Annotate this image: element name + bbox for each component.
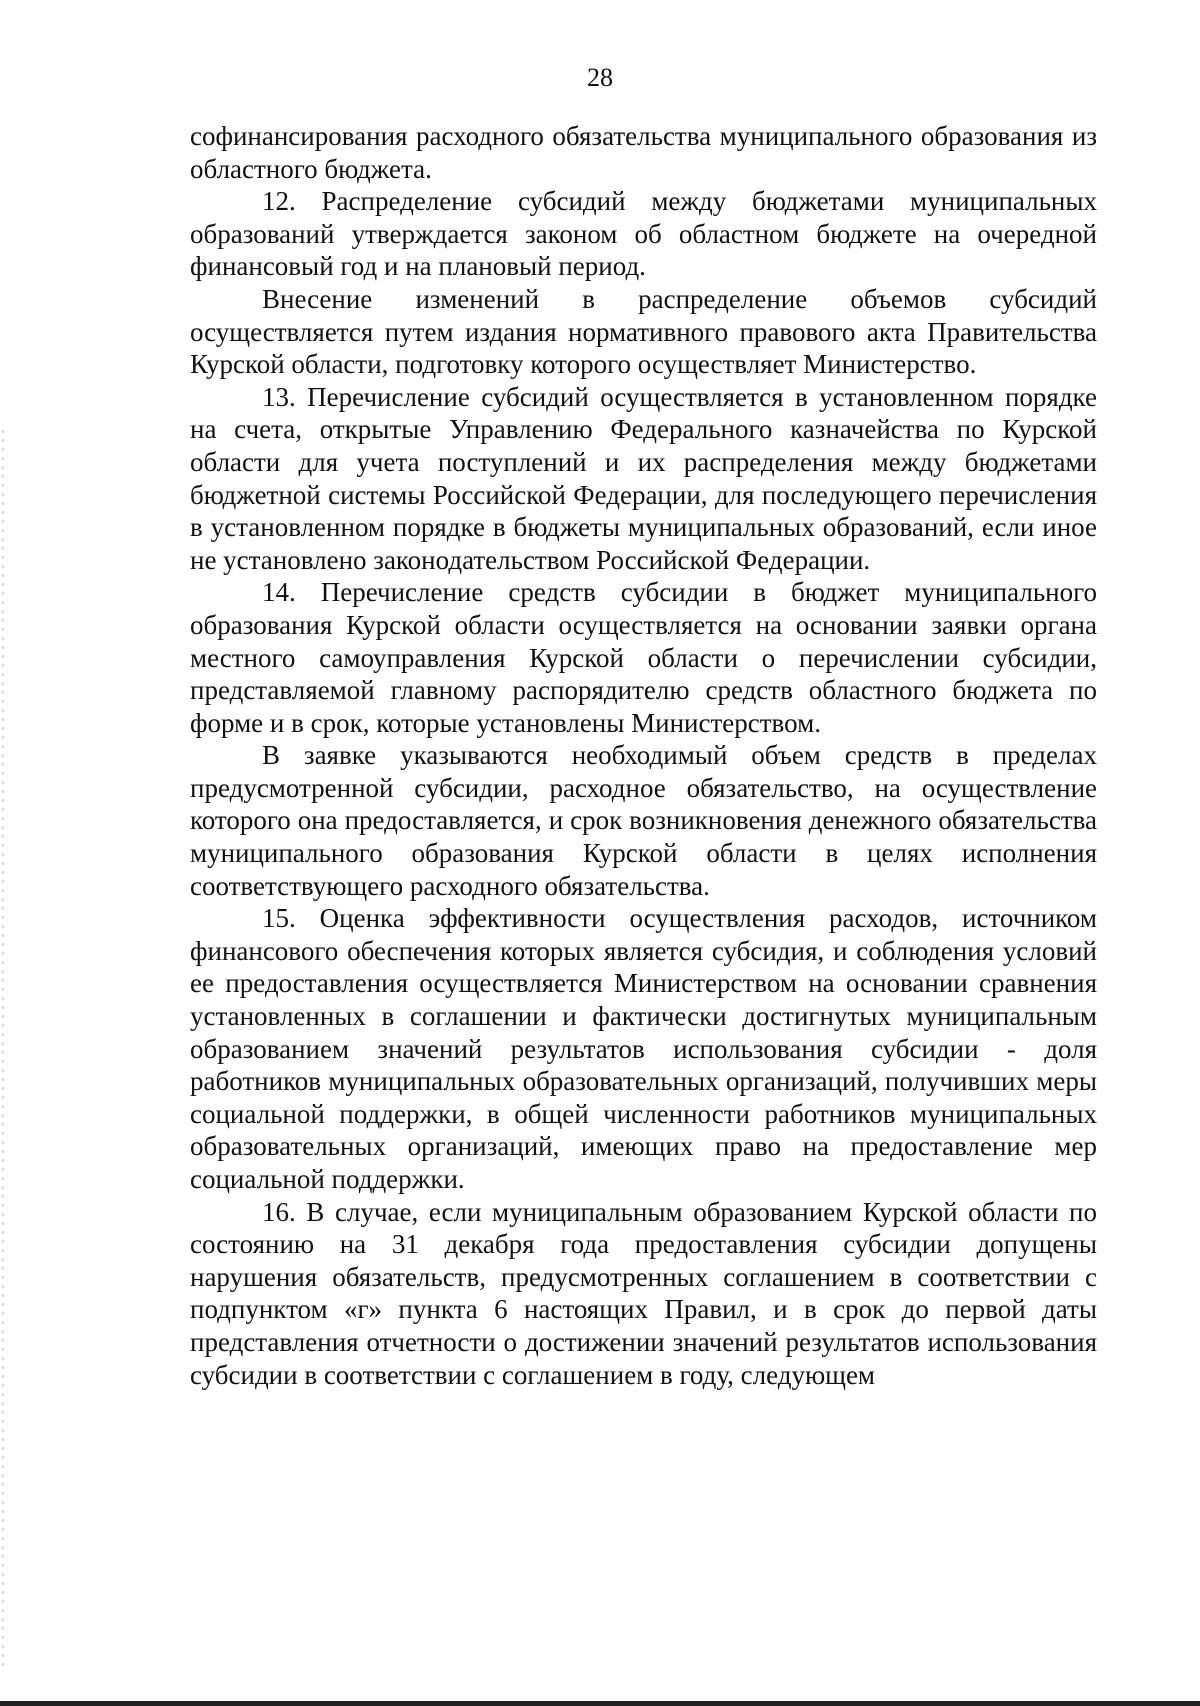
paragraph-item-12: 12. Распределение субсидий между бюджетами муниципальных образований утверждается законом об областном бюджете на очередной финансовый год и на плановый период. bbox=[190, 186, 1097, 282]
page-number: 28 bbox=[587, 63, 613, 92]
paragraph-continuation: софинансирования расходного обязательства муниципального образования из областного бюджета. bbox=[190, 121, 1097, 184]
scan-edge-left-artifact bbox=[2, 430, 4, 1670]
paragraph-item-14: 14. Перечисление средств субсидии в бюджет муниципального образования Курской области осуществляется на основании заявки органа местного самоуправления Курской области о перечислении субсидии, представляемой главному распорядителю средств областного бюджета по форме и в срок, которые установлены Министерством. bbox=[190, 577, 1097, 738]
paragraph-item-13: 13. Перечисление субсидий осуществляется в установленном порядке на счета, открытые Управлению Федерального казначейства по Курской области для учета поступлений и их распределения между бюджетами бюджетной системы Российской Федерации, для последующего перечисления в установленном порядке в бюджеты муниципальных образований, если иное не установлено законодательством Российской Федерации. bbox=[190, 381, 1097, 575]
paragraph-item-16: 16. В случае, если муниципальным образованием Курской области по состоянию на 31 декабря года предоставления субсидии допущены нарушения обязательств, предусмотренных соглашением в соответствии с подпунктом «г» пункта 6 настоящих Правил, и в срок до первой даты представления отчетности о достижении значений результатов использования субсидии в соответствии с соглашением в году, следующем bbox=[190, 1196, 1097, 1390]
paragraph-item-14-request: В заявке указываются необходимый объем средств в пределах предусмотренной субсидии, расходное обязательство, на осуществление которого она предоставляется, и срок возникновения денежного обязательства муниципального образования Курской области в целях исполнения соответствующего расходного обязательства. bbox=[190, 740, 1097, 901]
scan-edge-bottom-artifact bbox=[0, 1701, 1200, 1706]
paragraph-item-12-changes: Внесение изменений в распределение объемов субсидий осуществляется путем издания нормативного правового акта Правительства Курской области, подготовку которого осуществляет Министерство. bbox=[190, 283, 1097, 380]
paragraph-item-15: 15. Оценка эффективности осуществления расходов, источником финансового обеспечения которых является субсидия, и соблюдения условий ее предоставления осуществляется Министерством на основании сравнения установленных в соглашении и фактически достигнутых муниципальным образованием значений результатов использования субсидии - доля работников муниципальных образовательных организаций, получивших меры социальной поддержки, в общей численности работников муниципальных образовательных организаций, имеющих право на предоставление мер социальной поддержки. bbox=[190, 903, 1097, 1194]
document-body bbox=[190, 120, 1097, 1391]
